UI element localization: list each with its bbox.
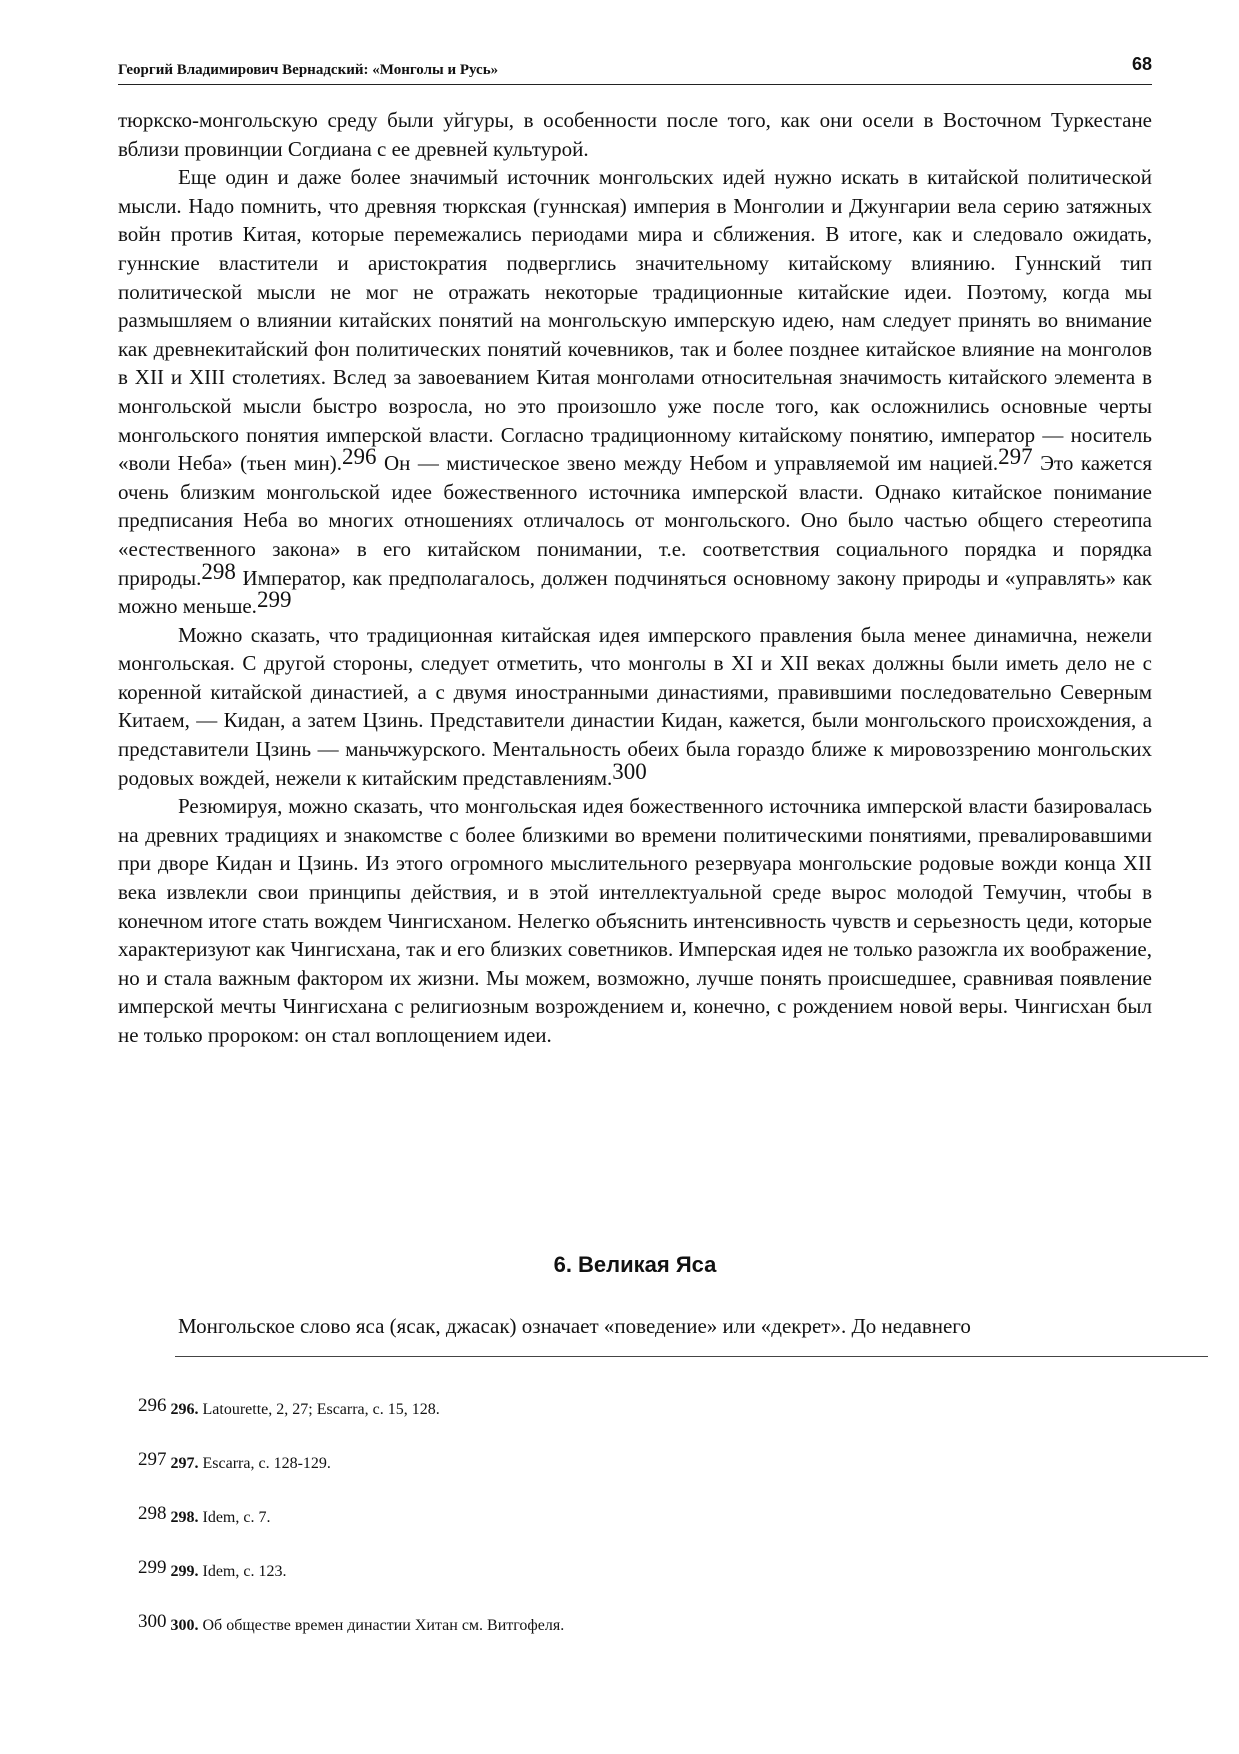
section-first-line: Монгольское слово яса (ясак, джасак) означает «поведение» или «декрет». До недавнего [178,1314,971,1338]
footnote-item [138,1503,1138,1557]
footnote-label: 299. [170,1563,199,1580]
footnote-item [138,1557,1138,1611]
footnote-item [138,1395,1138,1449]
footnote-item [138,1611,1138,1665]
section-heading: 6. Великая Яса [553,1252,717,1277]
running-header [118,50,1152,85]
header-title: Георгий Владимирович Вернадский: «Монголы и Русь» [118,62,499,78]
paragraph-continuation: тюркско-монгольскую среду были уйгуры, в особенности после того, как они осели в Восточном Туркестане вблизи провинции Согдиана с ее древней культурой. [118,108,1152,161]
footnote-item [138,1449,1138,1503]
paragraph-text: Император, как предполагалось, должен подчиняться основному закону природы и «управлять» как можно меньше. [118,565,1153,619]
paragraph-text: Можно сказать, что традиционная китайская идея имперского правления была менее динамична, нежели монгольская. С другой стороны, следует отметить, что монголы в XI и XII веках должны были иметь дело не с коренной китайской династией, а с двумя иностранными династиями, правившими последовательно Северным Китаем, — Кидан, а затем Цзинь. Представители династии Кидан, кажется, были монгольского происхождения, а представители Цзинь — маньчжурского. Ментальность обеих была гораздо ближе к мировоззрению монгольских родовых вождей, нежели к китайским представлениям. [118,622,1152,790]
footnote-label: 298. [170,1509,199,1526]
body-text [118,106,1152,1050]
footnote-number: 297 [138,1449,167,1470]
footnote-ref-298[interactable]: 298 [201,558,236,584]
footnote-number: 299 [138,1557,167,1578]
footnote-ref-300[interactable]: 300 [612,758,647,784]
paragraph-chinese-influence [118,163,1152,621]
footnote-text: Idem, с. 7. [202,1509,271,1526]
page-number: 68 [1131,54,1152,74]
footnote-number: 300 [138,1611,167,1632]
footnotes [138,1395,1138,1665]
paragraph-dynasties [118,621,1152,793]
footnote-number: 296 [138,1395,167,1416]
footnote-text: Об обществе времен династии Хитан см. Витгофеля. [202,1617,565,1634]
footnote-text: Idem, с. 123. [202,1563,287,1580]
paragraph-text: Еще один и даже более значимый источник монгольских идей нужно искать в китайской политической мысли. Надо помнить, что древняя тюркская (гуннская) империя в Монголии и Джунгарии вела серию затяжных войн против Китая, которые перемежались периодами мира и сближения. В итоге, как и следовало ожидать, гуннские властители и аристократия подверглись значительному китайскому влиянию. Гуннский тип политической мысли не мог не отражать некоторые традиционные китайские идеи. Поэтому, когда мы размышляем о влиянии китайских понятий на монгольскую имперскую идею, нам следует принять во внимание как древнекитайский фон политических понятий кочевников, так и более позднее китайское влияние на монголов в XII и XIII столетиях. Вслед за завоеванием Китая монголами относительная значимость китайского элемента в монгольской мысли быстро возросла, но это произошло уже после того, как осложнились основные черты монгольского понятия имперской власти. Согласно традиционному китайскому понятию, император — носитель «воли Неба» (тьен мин). [118,165,1152,476]
footnote-text: Escarra, с. 128-129. [202,1455,331,1472]
footnote-ref-299[interactable]: 299 [256,587,292,613]
paragraph-summary: Резюмируя, можно сказать, что монгольская идея божественного источника имперской власти базировалась на древних традициях и знакомстве с более близкими во времени политическими понятиями, превалировавшими при дворе Кидан и Цзинь. Из этого огромного мыслительного резервуара монгольские родовые вожди конца XII века извлекли свои принципы действия, и в этой интеллектуальной среде вырос молодой Темучин, чтобы в конечном итоге стать вождем Чингисханом. Нелегко объяснить интенсивность чувств и серьезность цеди, которые характеризуют как Чингисхана, так и его близких советников. Имперская идея не только разожгла их воображение, но и стала важным фактором их жизни. Мы можем, возможно, лучше понять происшедшее, сравнивая появление имперской мечты Чингисхана с религиозным возрождением и, конечно, с рождением новой веры. Чингисхан был не только пророком: он стал воплощением идеи. [118,794,1152,1047]
footnote-divider [175,1356,1208,1357]
footnote-label: 296. [170,1401,199,1418]
footnote-label: 300. [170,1617,199,1634]
footnote-number: 298 [138,1503,167,1524]
footnote-ref-297[interactable]: 297 [998,444,1033,470]
footnote-ref-296[interactable]: 296 [341,444,377,470]
paragraph-text: Он — мистическое звено между Небом и управляемой им нацией. [383,451,999,476]
footnote-text: Latourette, 2, 27; Escarra, с. 15, 128. [202,1401,440,1418]
footnote-label: 297. [170,1455,199,1472]
paragraph-text: Это кажется очень близким монгольской идее божественного источника имперской власти. Однако китайское понимание предписания Неба во многих отношениях отличалось от монгольского. Оно было частью общего стереотипа «естественного закона» в его китайском понимании, т.е. соответствия социального порядка и порядка природы. [118,451,1153,590]
